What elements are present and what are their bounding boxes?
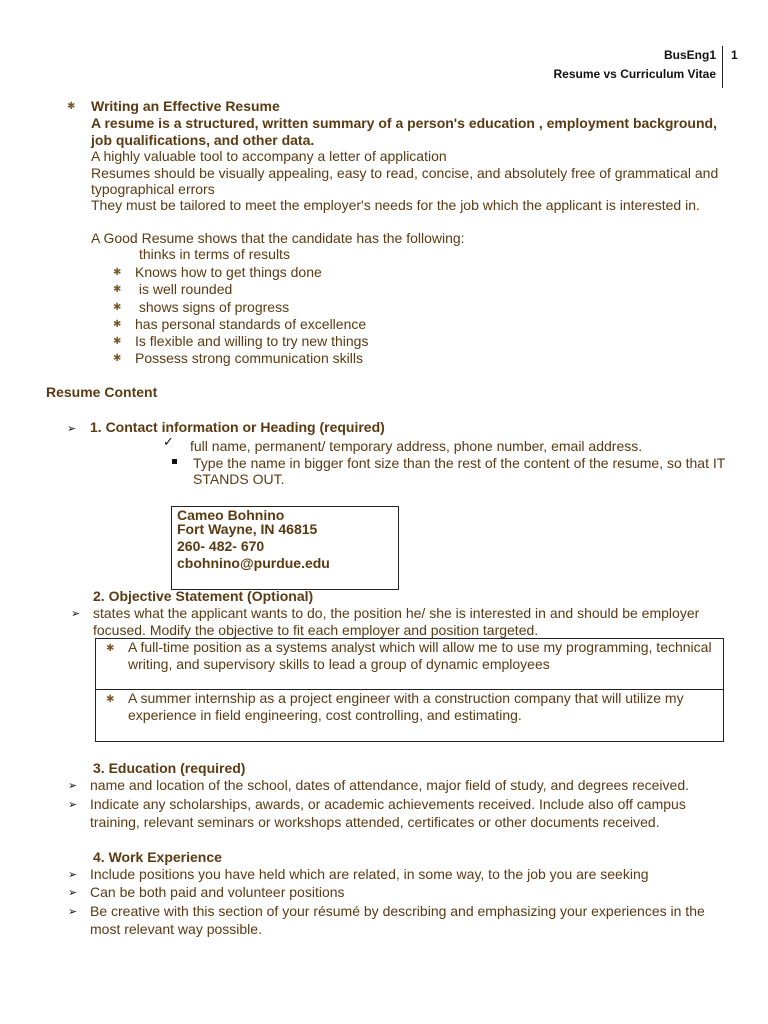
good-resume-line: A Good Resume shows that the candidate has the following:: [91, 230, 465, 246]
sample-email: cbohnino@purdue.edu: [177, 555, 330, 571]
education-item: name and location of the school, dates of attendance, major field of study, and degrees received.: [90, 777, 690, 793]
objective-example: experience in field engineering, cost controlling, and estimating.: [128, 707, 522, 723]
header-code: BusEng1: [663, 48, 716, 62]
work-item: most relevant way possible.: [90, 921, 262, 937]
intro-line: typographical errors: [91, 181, 215, 197]
bullet-star-icon: ✱: [106, 643, 115, 654]
quality-item: is well rounded: [135, 281, 233, 297]
contact-square-item: STANDS OUT.: [193, 471, 285, 487]
contact-check-item: full name, permanent/ temporary address, phone number, email address.: [190, 438, 643, 454]
education-item: training, relevant seminars or workshops attended, certificates or other documents received.: [90, 814, 660, 830]
quality-item: shows signs of progress: [135, 299, 290, 315]
sample-name: Cameo Bohnino: [177, 507, 285, 523]
arrow-bullet-icon: ➢: [71, 608, 81, 620]
quality-item: Knows how to get things done: [135, 264, 322, 280]
work-title: 4. Work Experience: [93, 849, 222, 865]
bullet-star-icon: ✱: [67, 101, 76, 112]
bullet-star-icon: ✱: [113, 267, 122, 278]
education-item: Indicate any scholarships, awards, or academic achievements received. Include also off campus: [90, 796, 686, 812]
checkmark-icon: ✓: [163, 434, 174, 449]
bullet-star-icon: ✱: [113, 336, 122, 347]
work-item: Be creative with this section of your résumé by describing and emphasizing your experiences in the: [90, 903, 705, 919]
bullet-star-icon: ✱: [113, 353, 122, 364]
objective-title: 2. Objective Statement (Optional): [93, 588, 314, 604]
bullet-star-icon: ✱: [106, 694, 115, 705]
objective-example: A summer internship as a project engineer with a construction company that will utilize my: [128, 690, 684, 706]
arrow-bullet-icon: ➢: [68, 799, 78, 811]
section-title-writing: Writing an Effective Resume: [91, 98, 280, 114]
arrow-bullet-icon: ➢: [68, 906, 78, 918]
results-line: thinks in terms of results: [139, 246, 290, 262]
objective-desc: states what the applicant wants to do, the position he/ she is interested in and should be employer: [93, 605, 700, 621]
bullet-star-icon: ✱: [113, 319, 122, 330]
education-title: 3. Education (required): [93, 760, 246, 776]
objective-example: writing, and supervisory skills to lead a group of dynamic employees: [128, 656, 550, 672]
intro-line: A highly valuable tool to accompany a letter of application: [91, 148, 447, 164]
bullet-star-icon: ✱: [113, 284, 122, 295]
objective-desc: focused. Modify the objective to fit each employer and position targeted.: [93, 622, 539, 638]
quality-item: Is flexible and willing to try new things: [135, 333, 369, 349]
header-title: Resume vs Curriculum Vitae: [553, 67, 716, 81]
header-divider: [722, 46, 723, 88]
definition-line: job qualifications, and other data.: [91, 132, 315, 148]
work-item: Include positions you have held which are related, in some way, to the job you are seeking: [90, 866, 649, 882]
sample-phone: 260- 482- 670: [177, 538, 265, 554]
sample-city: Fort Wayne, IN 46815: [177, 521, 318, 537]
page-number: 1: [731, 48, 738, 62]
resume-content-heading: Resume Content: [46, 384, 158, 400]
contact-title: 1. Contact information or Heading (required): [90, 419, 385, 435]
arrow-bullet-icon: ➢: [68, 869, 78, 881]
square-bullet-icon: [172, 459, 177, 464]
bullet-star-icon: ✱: [113, 302, 122, 313]
arrow-bullet-icon: ➢: [68, 780, 78, 792]
quality-item: has personal standards of excellence: [135, 316, 367, 332]
contact-square-item: Type the name in bigger font size than the rest of the content of the resume, so that IT: [193, 455, 726, 471]
quality-item: Possess strong communication skills: [135, 350, 363, 366]
intro-line: Resumes should be visually appealing, easy to read, concise, and absolutely free of grammatical and: [91, 165, 719, 181]
arrow-bullet-icon: ➢: [67, 423, 77, 435]
definition-line: A resume is a structured, written summary of a person's education , employment background,: [91, 115, 717, 131]
arrow-bullet-icon: ➢: [68, 887, 78, 899]
objective-example: A full-time position as a systems analyst which will allow me to use my programming, technical: [128, 639, 712, 655]
work-item: Can be both paid and volunteer positions: [90, 884, 345, 900]
intro-line: They must be tailored to meet the employer's needs for the job which the applicant is interested in.: [91, 197, 700, 213]
